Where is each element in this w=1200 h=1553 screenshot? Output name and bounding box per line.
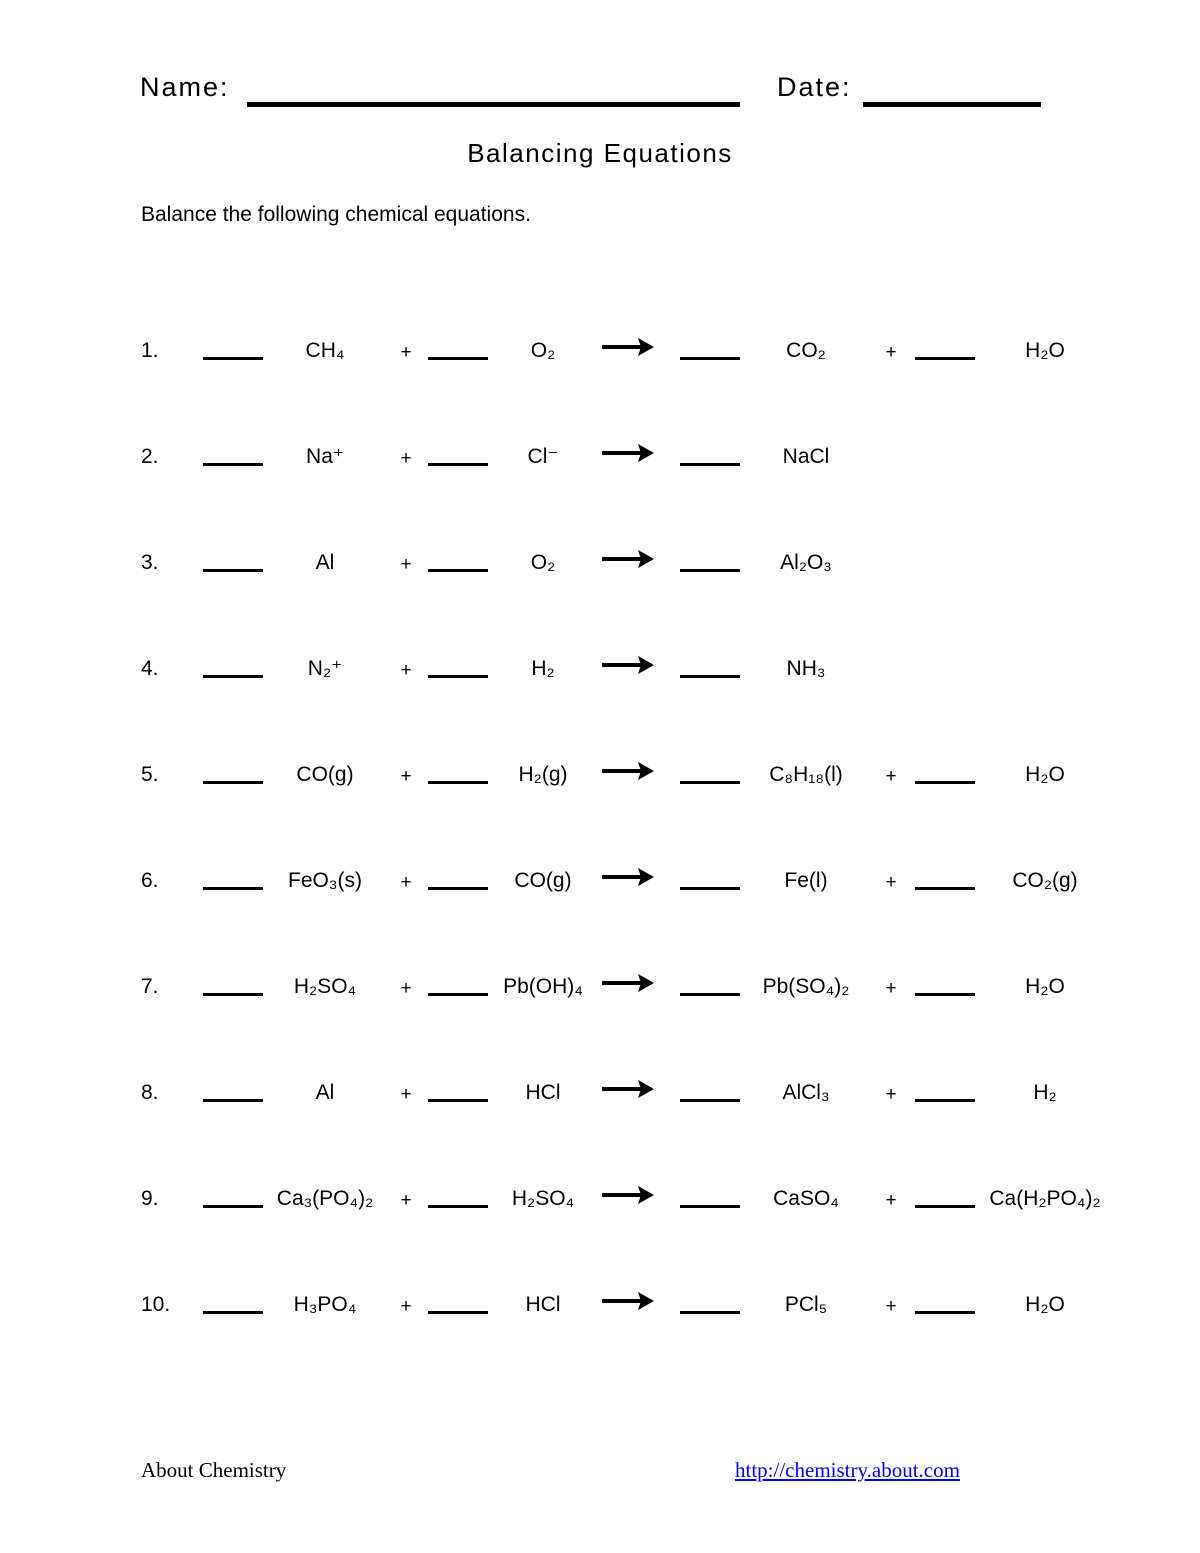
- date-field-line[interactable]: [863, 102, 1041, 107]
- plus-sign: +: [400, 872, 412, 893]
- coefficient-blank[interactable]: [203, 887, 263, 890]
- coefficient-blank[interactable]: [680, 1311, 740, 1314]
- coefficient-blank[interactable]: [680, 993, 740, 996]
- name-field-line[interactable]: [247, 102, 740, 107]
- coefficient-blank[interactable]: [680, 1205, 740, 1208]
- product-formula: H₂O: [1025, 1293, 1065, 1316]
- reactant-formula: CO(g): [514, 869, 572, 892]
- equation-number: 7.: [141, 975, 159, 998]
- equation-row: [0, 655, 1200, 695]
- reactant-formula: HCl: [525, 1081, 561, 1104]
- plus-sign: +: [400, 1190, 412, 1211]
- equation-number: 1.: [141, 339, 159, 362]
- equation-number: 8.: [141, 1081, 159, 1104]
- coefficient-blank[interactable]: [428, 1099, 488, 1102]
- equation-number: 4.: [141, 657, 159, 680]
- reactant-formula: Al: [315, 1081, 335, 1104]
- coefficient-blank[interactable]: [915, 357, 975, 360]
- reactant-formula: H₂SO₄: [511, 1187, 575, 1210]
- coefficient-blank[interactable]: [915, 887, 975, 890]
- product-formula: Ca(H₂PO₄)₂: [989, 1187, 1101, 1210]
- equation-row: [0, 1291, 1200, 1331]
- coefficient-blank[interactable]: [428, 887, 488, 890]
- coefficient-blank[interactable]: [428, 1205, 488, 1208]
- product-formula: Pb(SO₄)₂: [762, 975, 850, 998]
- product-formula: CO₂: [786, 339, 826, 362]
- equation-row: [0, 761, 1200, 801]
- reaction-arrow-icon: [600, 1291, 656, 1319]
- plus-sign: +: [885, 872, 897, 893]
- equation-number: 10.: [141, 1293, 171, 1316]
- reactant-formula: FeO₃(s): [288, 869, 362, 892]
- coefficient-blank[interactable]: [680, 357, 740, 360]
- coefficient-blank[interactable]: [203, 357, 263, 360]
- reactant-formula: H₂(g): [518, 763, 568, 786]
- equation-row: [0, 443, 1200, 483]
- plus-sign: +: [885, 978, 897, 999]
- product-formula: PCl₅: [784, 1293, 828, 1316]
- coefficient-blank[interactable]: [680, 781, 740, 784]
- coefficient-blank[interactable]: [428, 463, 488, 466]
- equation-number: 3.: [141, 551, 159, 574]
- reactant-formula: Cl⁻: [527, 445, 559, 468]
- coefficient-blank[interactable]: [428, 993, 488, 996]
- product-formula: C₈H₁₈(l): [769, 763, 843, 786]
- footer-link[interactable]: http://chemistry.about.com: [735, 1458, 960, 1482]
- reactant-formula: O₂: [530, 551, 556, 574]
- coefficient-blank[interactable]: [915, 781, 975, 784]
- coefficient-blank[interactable]: [203, 569, 263, 572]
- equation-number: 2.: [141, 445, 159, 468]
- reactant-formula: O₂: [530, 339, 556, 362]
- coefficient-blank[interactable]: [680, 569, 740, 572]
- coefficient-blank[interactable]: [428, 675, 488, 678]
- equation-row: [0, 973, 1200, 1013]
- plus-sign: +: [885, 766, 897, 787]
- coefficient-blank[interactable]: [203, 1099, 263, 1102]
- plus-sign: +: [400, 448, 412, 469]
- reactant-formula: CO(g): [296, 763, 354, 786]
- plus-sign: +: [885, 342, 897, 363]
- coefficient-blank[interactable]: [680, 1099, 740, 1102]
- plus-sign: +: [400, 342, 412, 363]
- plus-sign: +: [885, 1084, 897, 1105]
- product-formula: Al₂O₃: [780, 551, 832, 574]
- product-formula: CaSO₄: [773, 1187, 839, 1210]
- product-formula: AlCl₃: [782, 1081, 830, 1104]
- footer-source: About Chemistry: [141, 1458, 287, 1482]
- coefficient-blank[interactable]: [428, 357, 488, 360]
- reactant-formula: N₂⁺: [307, 657, 343, 680]
- date-label: Date:: [777, 72, 852, 102]
- coefficient-blank[interactable]: [428, 781, 488, 784]
- reaction-arrow-icon: [600, 761, 656, 789]
- coefficient-blank[interactable]: [915, 1311, 975, 1314]
- plus-sign: +: [400, 1084, 412, 1105]
- coefficient-blank[interactable]: [203, 781, 263, 784]
- product-formula: H₂: [1033, 1081, 1057, 1104]
- instructions-text: Balance the following chemical equations.: [141, 203, 531, 226]
- coefficient-blank[interactable]: [203, 1205, 263, 1208]
- reaction-arrow-icon: [600, 655, 656, 683]
- coefficient-blank[interactable]: [915, 1099, 975, 1102]
- coefficient-blank[interactable]: [680, 887, 740, 890]
- product-formula: H₂O: [1025, 975, 1065, 998]
- equation-number: 5.: [141, 763, 159, 786]
- reactant-formula: H₂SO₄: [293, 975, 357, 998]
- reaction-arrow-icon: [600, 973, 656, 1001]
- plus-sign: +: [400, 660, 412, 681]
- coefficient-blank[interactable]: [680, 675, 740, 678]
- plus-sign: +: [400, 766, 412, 787]
- reactant-formula: H₃PO₄: [293, 1293, 357, 1316]
- reactant-formula: Pb(OH)₄: [503, 975, 583, 998]
- plus-sign: +: [400, 978, 412, 999]
- reactant-formula: Ca₃(PO₄)₂: [276, 1187, 374, 1210]
- product-formula: H₂O: [1025, 339, 1065, 362]
- reaction-arrow-icon: [600, 1079, 656, 1107]
- reactant-formula: Na⁺: [306, 445, 344, 468]
- plus-sign: +: [885, 1190, 897, 1211]
- reaction-arrow-icon: [600, 337, 656, 365]
- name-label: Name:: [140, 72, 230, 102]
- coefficient-blank[interactable]: [915, 993, 975, 996]
- equation-number: 6.: [141, 869, 159, 892]
- product-formula: NH₃: [786, 657, 826, 680]
- coefficient-blank[interactable]: [203, 463, 263, 466]
- equation-row: [0, 1079, 1200, 1119]
- coefficient-blank[interactable]: [203, 1311, 263, 1314]
- plus-sign: +: [885, 1296, 897, 1317]
- coefficient-blank[interactable]: [680, 463, 740, 466]
- coefficient-blank[interactable]: [915, 1205, 975, 1208]
- product-formula: Fe(l): [784, 869, 828, 892]
- reactant-formula: H₂: [531, 657, 555, 680]
- equation-row: [0, 549, 1200, 589]
- equation-row: [0, 867, 1200, 907]
- reaction-arrow-icon: [600, 1185, 656, 1213]
- header-row: [140, 72, 1050, 112]
- page-title: Balancing Equations: [467, 138, 733, 168]
- coefficient-blank[interactable]: [428, 569, 488, 572]
- equation-number: 9.: [141, 1187, 159, 1210]
- coefficient-blank[interactable]: [203, 675, 263, 678]
- plus-sign: +: [400, 1296, 412, 1317]
- plus-sign: +: [400, 554, 412, 575]
- reactant-formula: HCl: [525, 1293, 561, 1316]
- reactant-formula: Al: [315, 551, 335, 574]
- coefficient-blank[interactable]: [428, 1311, 488, 1314]
- product-formula: NaCl: [782, 445, 830, 468]
- reaction-arrow-icon: [600, 443, 656, 471]
- product-formula: CO₂(g): [1012, 869, 1078, 892]
- equation-row: [0, 1185, 1200, 1225]
- product-formula: H₂O: [1025, 763, 1065, 786]
- equation-row: [0, 337, 1200, 377]
- reaction-arrow-icon: [600, 867, 656, 895]
- reaction-arrow-icon: [600, 549, 656, 577]
- reactant-formula: CH₄: [305, 339, 345, 362]
- coefficient-blank[interactable]: [203, 993, 263, 996]
